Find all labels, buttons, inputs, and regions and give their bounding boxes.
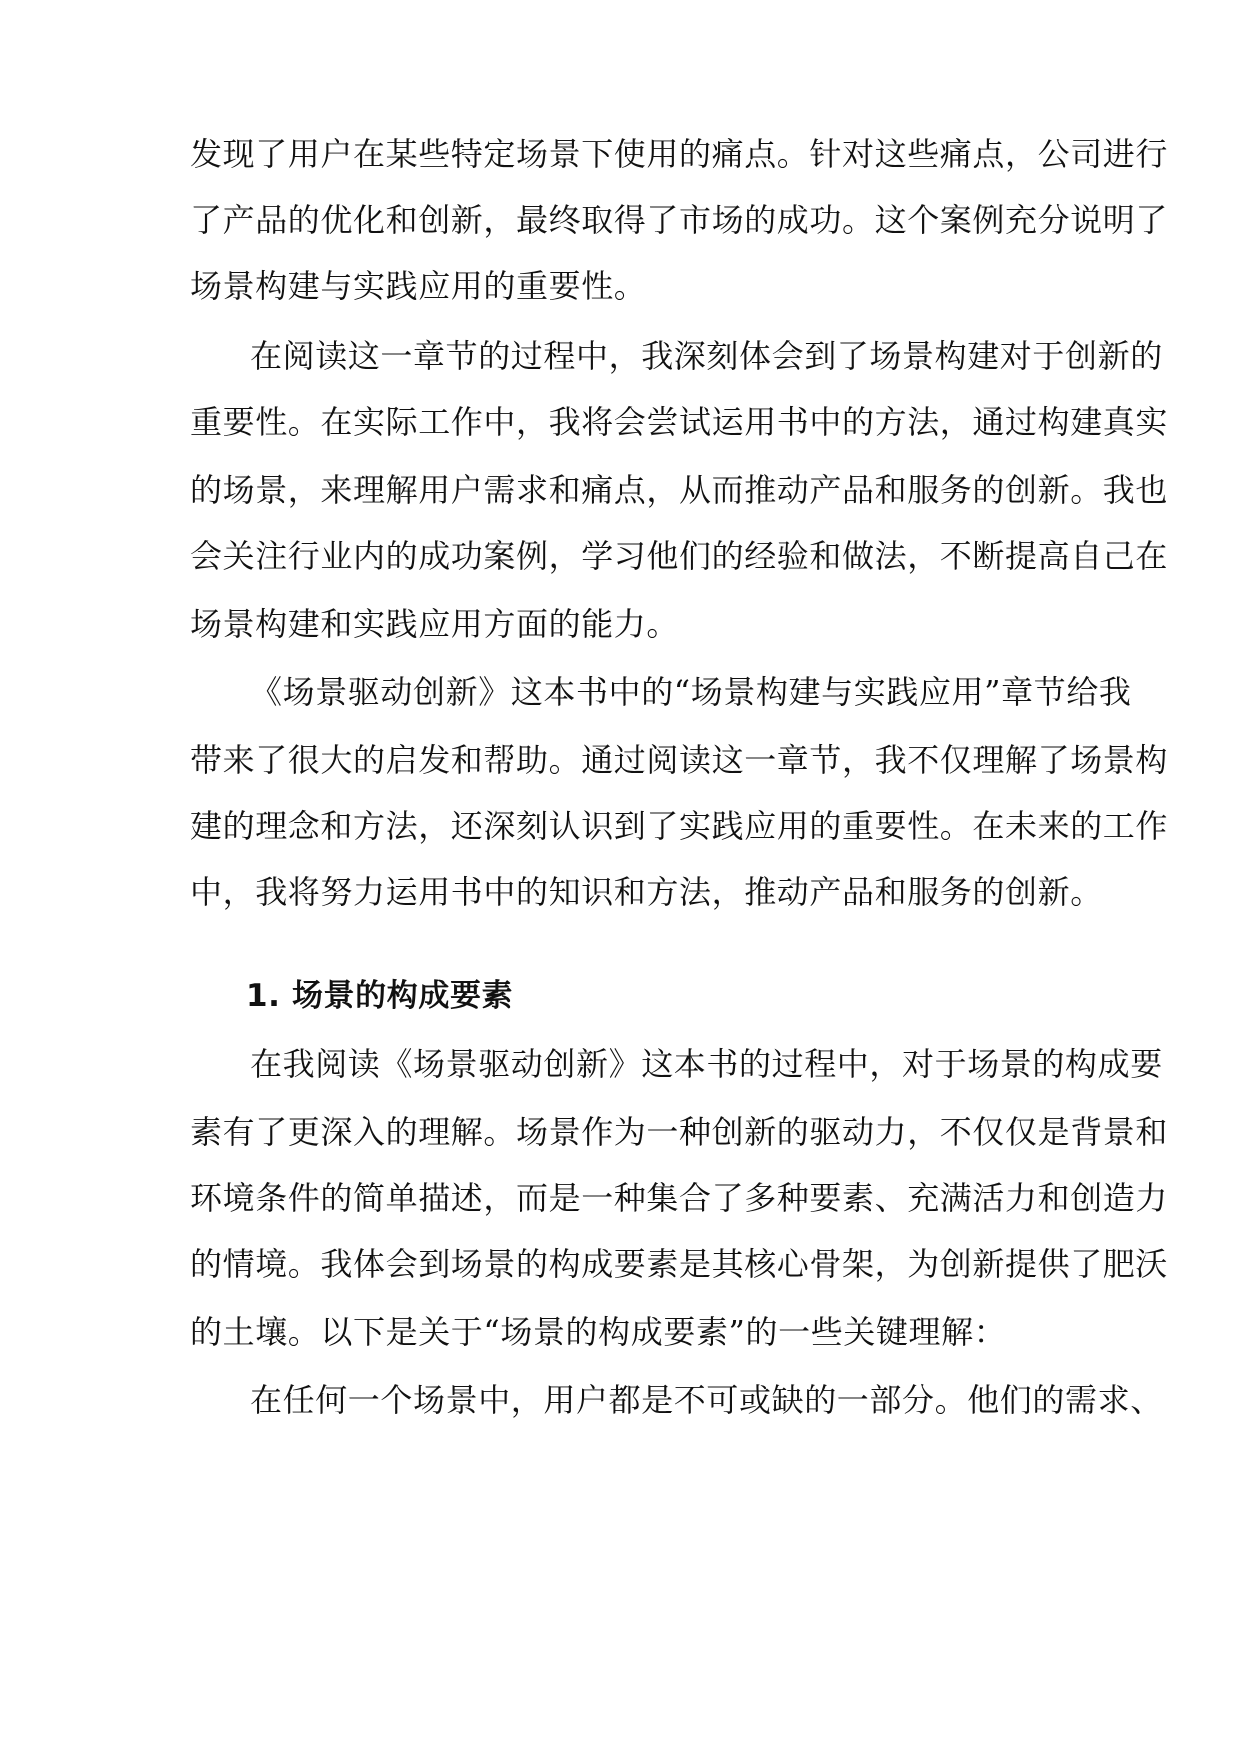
paragraph-line: 在阅读这一章节的过程中，我深刻体会到了场景构建对于创新的 (250, 337, 1163, 375)
paragraph-line: 重要性。在实际工作中，我将会尝试运用书中的方法，通过构建真实 (190, 403, 1169, 441)
paragraph-line: 素有了更深入的理解。场景作为一种创新的驱动力，不仅仅是背景和 (190, 1113, 1169, 1151)
paragraph-line: 的场景，来理解用户需求和痛点，从而推动产品和服务的创新。我也 (190, 471, 1169, 509)
paragraph-line: 会关注行业内的成功案例，学习他们的经验和做法，不断提高自己在 (190, 537, 1169, 575)
paragraph-line: 场景构建与实践应用的重要性。 (190, 267, 647, 305)
paragraph-line: 环境条件的简单描述，而是一种集合了多种要素、充满活力和创造力 (190, 1179, 1169, 1217)
paragraph-line: 建的理念和方法，还深刻认识到了实践应用的重要性。在未来的工作 (190, 807, 1169, 845)
paragraph-line: 场景构建和实践应用方面的能力。 (190, 605, 680, 643)
section-heading: 1. 场景的构成要素 (246, 978, 514, 1014)
paragraph-line: 的土壤。以下是关于“场景的构成要素”的一些关键理解： (190, 1313, 1007, 1351)
paragraph-line: 《场景驱动创新》这本书中的“场景构建与实践应用”章节给我 (250, 673, 1132, 711)
paragraph-line: 带来了很大的启发和帮助。通过阅读这一章节，我不仅理解了场景构 (190, 741, 1169, 779)
paragraph-line: 在任何一个场景中，用户都是不可或缺的一部分。他们的需求、 (250, 1381, 1163, 1419)
paragraph-line: 中，我将努力运用书中的知识和方法，推动产品和服务的创新。 (190, 873, 1103, 911)
paragraph-line: 的情境。我体会到场景的构成要素是其核心骨架，为创新提供了肥沃 (190, 1245, 1169, 1283)
paragraph-line: 在我阅读《场景驱动创新》这本书的过程中，对于场景的构成要 (250, 1045, 1163, 1083)
paragraph-line: 了产品的优化和创新，最终取得了市场的成功。这个案例充分说明了 (190, 201, 1169, 239)
paragraph-line: 发现了用户在某些特定场景下使用的痛点。针对这些痛点，公司进行 (190, 135, 1169, 173)
